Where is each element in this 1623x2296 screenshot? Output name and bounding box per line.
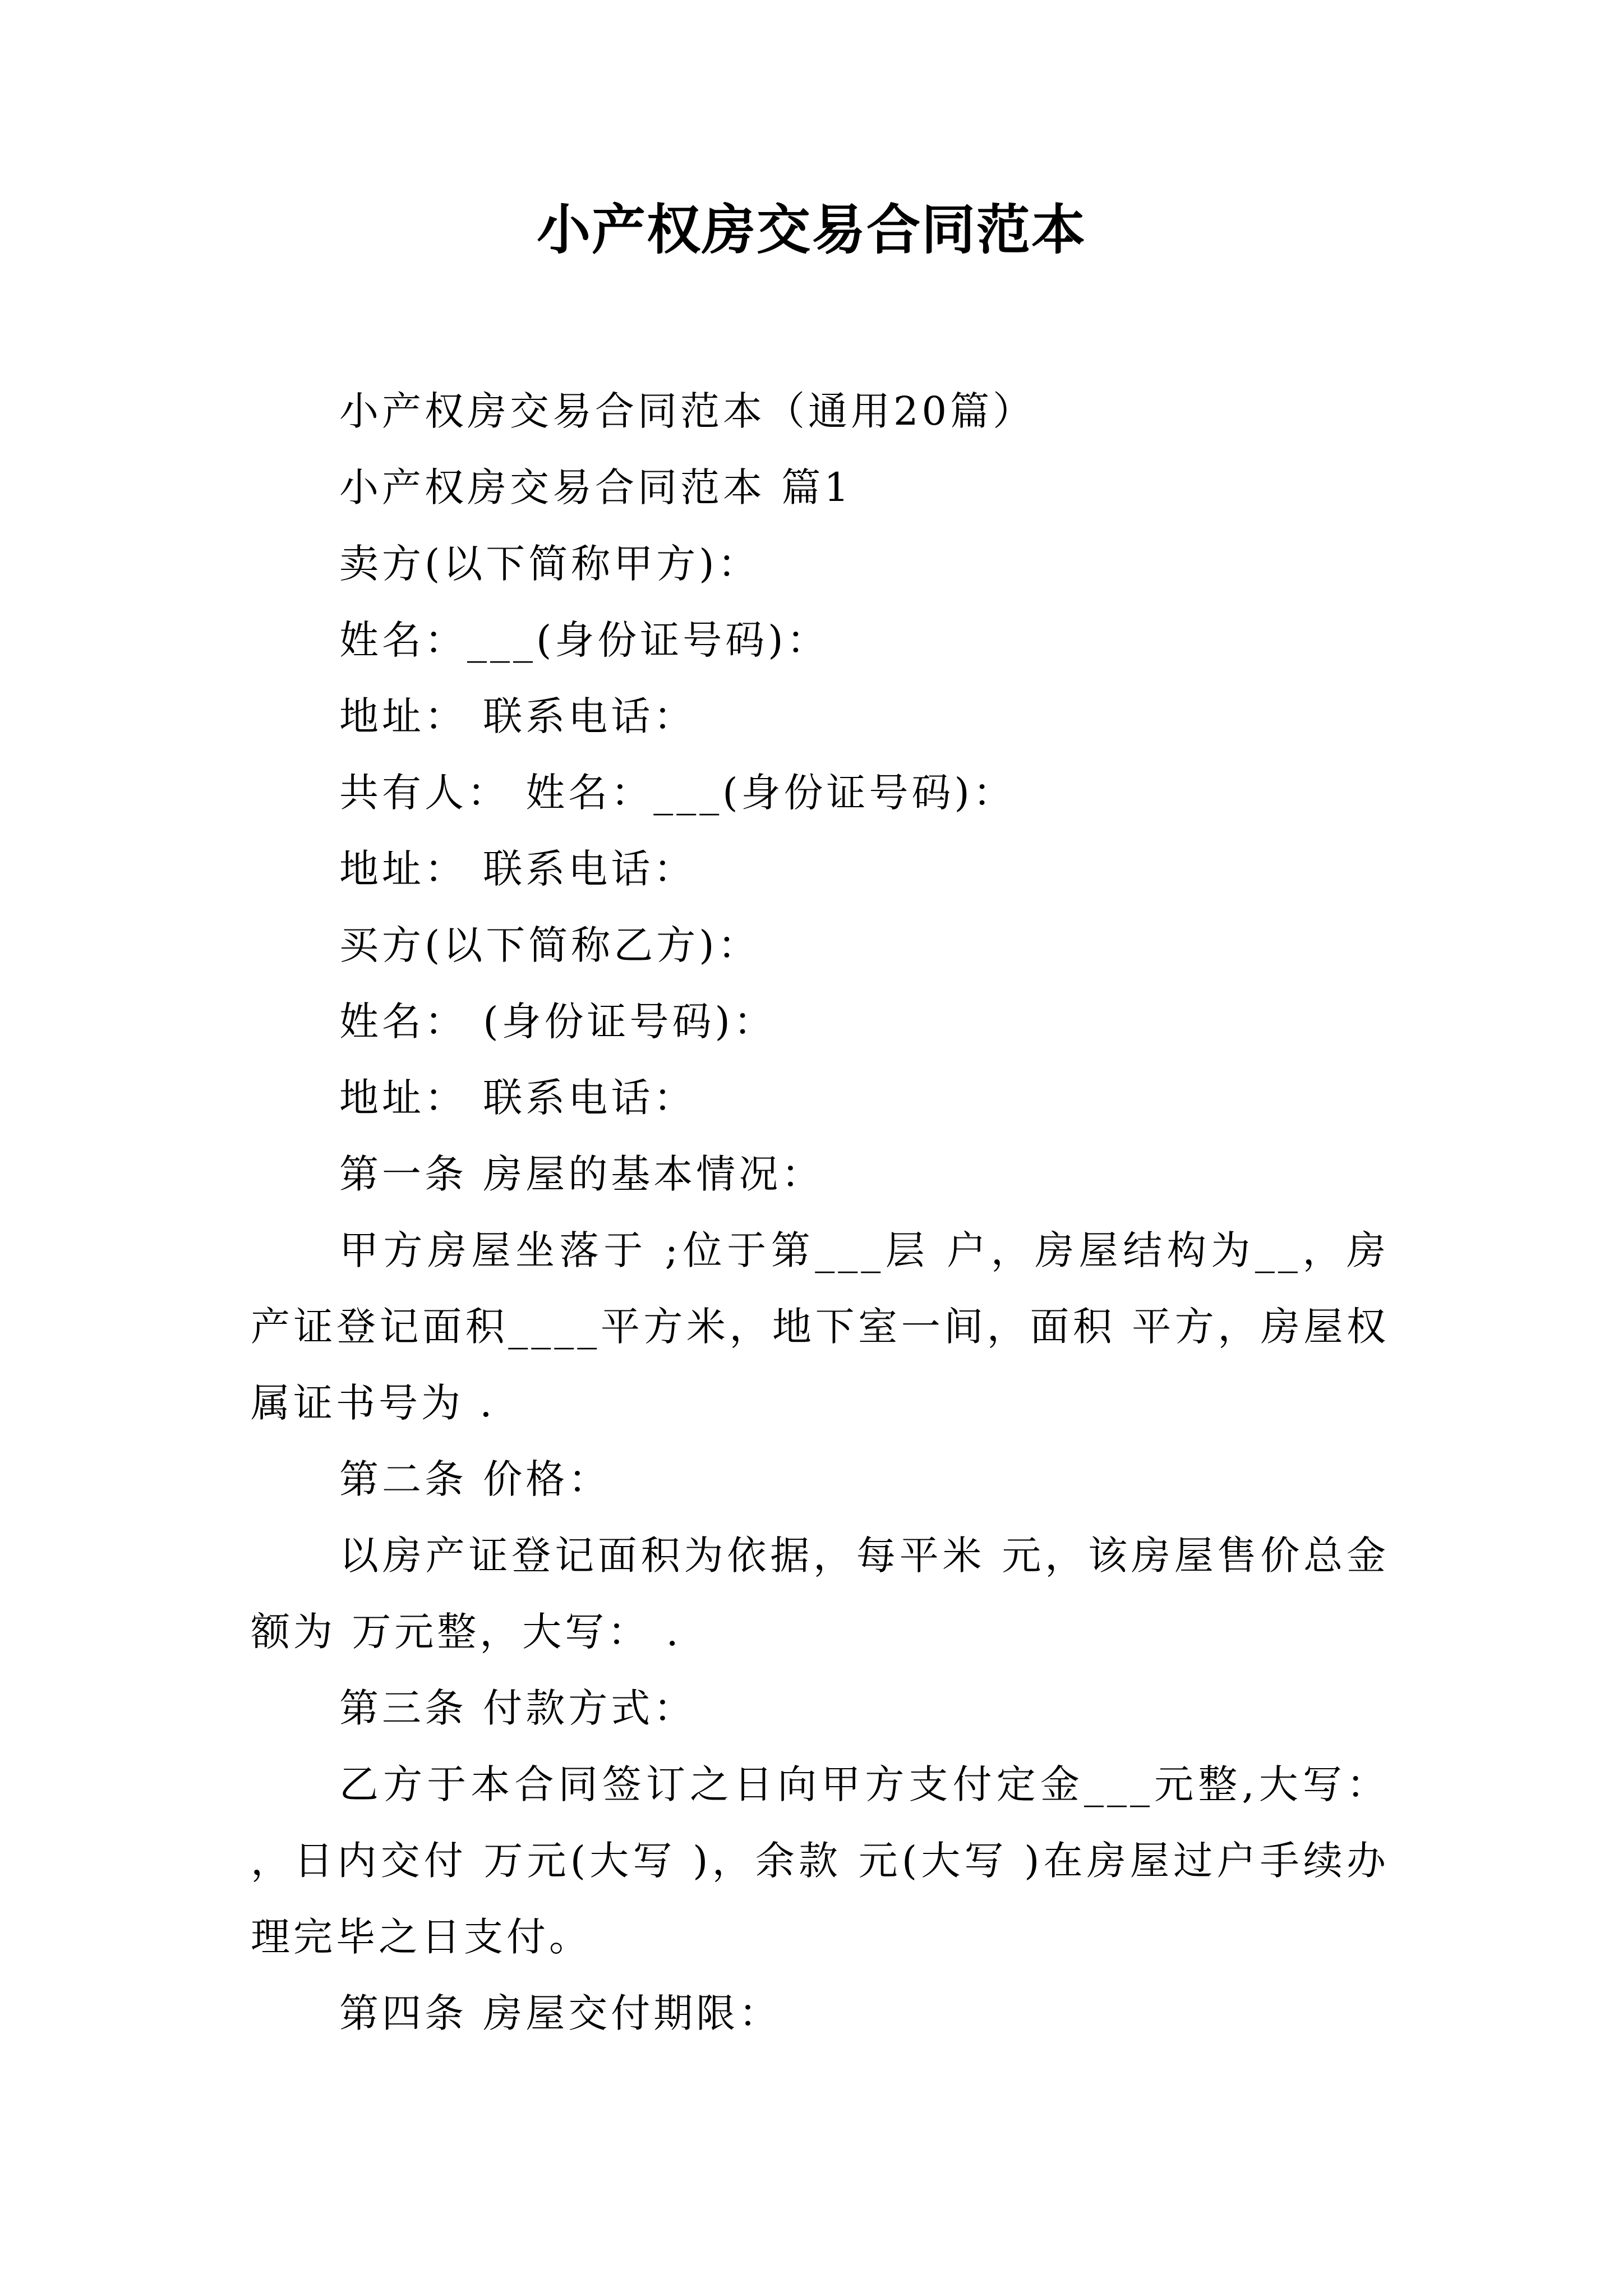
article-3-body: 乙方于本合同签订之日向甲方支付定金___元整,大写： ，日内交付 万元(大写 )，余款 元(大写 )在房屋过户手续办理完毕之日支付。 [251,1761,1389,1960]
document-title: 小产权房交易合同范本 [537,199,1086,261]
article-1-body: 甲方房屋坐落于 ;位于第___层 户，房屋结构为__，房产证登记面积____平方米，地下室一间，面积 平方，房屋权属证书号为 . [251,1227,1389,1426]
buyer-heading: 买方(以下简称乙方)： [339,922,760,968]
article-2-heading: 第二条 价格： [339,1456,611,1502]
article-2-body: 以房产证登记面积为依据，每平米 元，该房屋售价总金额为 万元整，大写： . [251,1533,1389,1655]
buyer-name-line: 姓名： (身份证号码)： [339,999,776,1045]
article-4-heading: 第四条 房屋交付期限： [339,1990,782,2036]
article-3-heading: 第三条 付款方式： [339,1685,697,1731]
buyer-address-line: 地址： 联系电话： [339,1075,697,1121]
co-owner-line: 共有人： 姓名：___(身份证号码)： [339,770,1016,816]
subtitle-line: 小产权房交易合同范本（通用20篇） [339,388,1036,434]
document-body [251,373,1389,2051]
seller-heading: 卖方(以下简称甲方)： [339,541,760,587]
seller-address-line: 地址： 联系电话： [339,693,697,739]
seller-name-line: 姓名：___(身份证号码)： [339,617,829,663]
section-heading: 小产权房交易合同范本 篇1 [339,464,852,510]
article-1-heading: 第一条 房屋的基本情况： [339,1151,824,1197]
co-owner-address-line: 地址： 联系电话： [339,846,697,892]
